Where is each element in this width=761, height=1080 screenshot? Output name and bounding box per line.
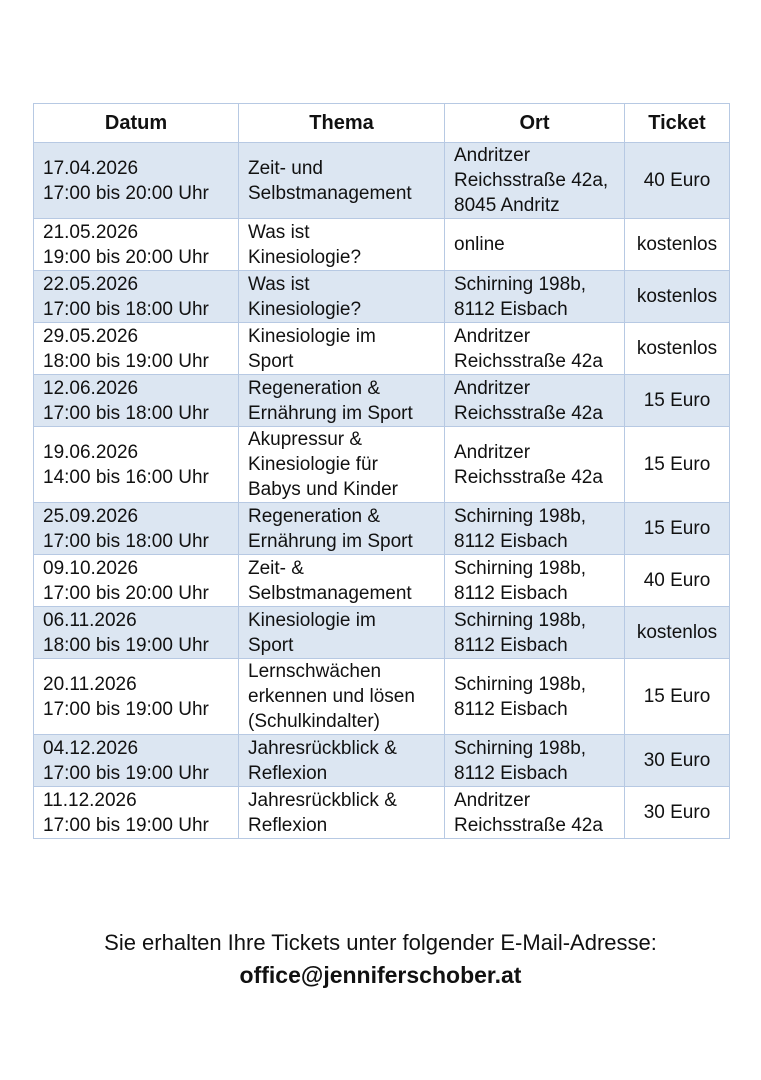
header-date: Datum — [34, 104, 239, 143]
place-cell — [445, 427, 625, 503]
topic-cell — [239, 323, 445, 375]
table-row — [34, 375, 730, 427]
date-cell-line: 25.09.2026 — [43, 505, 139, 527]
ticket-cell: kostenlos — [625, 607, 730, 659]
header-row — [34, 104, 730, 143]
date-cell-line: 04.12.2026 — [43, 737, 139, 759]
topic-cell-line: Ernährung im Sport — [248, 530, 413, 552]
place-cell-line: 8045 Andritz — [454, 195, 560, 216]
place-cell-line: Reichsstraße 42a, — [454, 170, 609, 191]
date-cell — [34, 503, 239, 555]
ticket-cell: 15 Euro — [625, 427, 730, 503]
ticket-cell: 15 Euro — [625, 659, 730, 735]
place-cell-line: online — [454, 234, 505, 255]
topic-cell-line: Akupressur & — [248, 429, 363, 450]
place-cell — [445, 659, 625, 735]
topic-cell-line: Jahresrückblick & — [248, 789, 397, 811]
topic-cell-line: Lernschwächen — [248, 661, 382, 682]
header-ticket: Ticket — [625, 104, 730, 143]
topic-cell-line: Babys und Kinder — [248, 479, 398, 500]
date-cell — [34, 271, 239, 323]
topic-cell — [239, 143, 445, 219]
table-row — [34, 219, 730, 271]
place-cell — [445, 503, 625, 555]
place-cell-line: Schirning 198b, — [454, 273, 587, 295]
table-row — [34, 555, 730, 607]
ticket-cell: 30 Euro — [625, 735, 730, 787]
topic-cell-line: erkennen und lösen — [248, 686, 415, 707]
place-cell-line: 8112 Eisbach — [454, 634, 568, 656]
topic-cell-line: Sport — [248, 350, 294, 372]
header-place: Ort — [445, 104, 625, 143]
place-cell-line: Reichsstraße 42a — [454, 402, 603, 424]
table-row — [34, 735, 730, 787]
place-cell-line: Schirning 198b, — [454, 505, 587, 527]
date-cell-line: 21.05.2026 — [43, 221, 139, 243]
date-cell-line: 29.05.2026 — [43, 325, 139, 347]
place-cell-line: Schirning 198b, — [454, 673, 587, 695]
place-cell — [445, 375, 625, 427]
schedule-body — [34, 143, 730, 839]
topic-cell-line: Regeneration & — [248, 377, 381, 399]
place-cell-line: Schirning 198b, — [454, 737, 587, 759]
date-cell — [34, 219, 239, 271]
topic-cell — [239, 219, 445, 271]
topic-cell — [239, 271, 445, 323]
topic-cell-line: (Schulkindalter) — [248, 711, 380, 732]
ticket-cell: kostenlos — [625, 271, 730, 323]
table-row — [34, 323, 730, 375]
place-cell — [445, 555, 625, 607]
topic-cell — [239, 427, 445, 503]
place-cell-line: 8112 Eisbach — [454, 530, 568, 552]
ticket-cell: 30 Euro — [625, 787, 730, 839]
place-cell-line: Andritzer — [454, 789, 531, 811]
place-cell-line: Andritzer — [454, 325, 531, 347]
date-cell-line: 06.11.2026 — [43, 609, 137, 631]
ticket-cell: 40 Euro — [625, 555, 730, 607]
date-cell-line: 17:00 bis 19:00 Uhr — [43, 762, 209, 784]
topic-cell-line: Zeit- und — [248, 157, 323, 179]
topic-cell-line: Zeit- & — [248, 557, 304, 579]
place-cell — [445, 323, 625, 375]
place-cell — [445, 271, 625, 323]
place-cell-line: Reichsstraße 42a — [454, 814, 603, 836]
date-cell-line: 19.06.2026 — [43, 441, 139, 463]
topic-cell-line: Kinesiologie? — [248, 246, 362, 268]
date-cell-line: 17.04.2026 — [43, 157, 139, 179]
date-cell-line: 18:00 bis 19:00 Uhr — [43, 350, 209, 372]
date-cell-line: 17:00 bis 19:00 Uhr — [43, 698, 209, 720]
place-cell-line: 8112 Eisbach — [454, 762, 568, 784]
ticket-cell: kostenlos — [625, 219, 730, 271]
table-row — [34, 787, 730, 839]
date-cell-line: 14:00 bis 16:00 Uhr — [43, 466, 209, 488]
date-cell — [34, 659, 239, 735]
date-cell — [34, 323, 239, 375]
topic-cell-line: Regeneration & — [248, 505, 381, 527]
place-cell-line: Andritzer — [454, 441, 531, 463]
topic-cell-line: Ernährung im Sport — [248, 402, 413, 424]
place-cell — [445, 219, 625, 271]
topic-cell — [239, 787, 445, 839]
ticket-cell: 15 Euro — [625, 503, 730, 555]
topic-cell-line: Kinesiologie im — [248, 325, 376, 347]
date-cell-line: 12.06.2026 — [43, 377, 139, 399]
topic-cell — [239, 555, 445, 607]
table-row — [34, 607, 730, 659]
date-cell-line: 17:00 bis 18:00 Uhr — [43, 298, 209, 320]
place-cell-line: Reichsstraße 42a — [454, 350, 603, 372]
topic-cell-line: Kinesiologie im — [248, 609, 376, 631]
topic-cell — [239, 659, 445, 735]
place-cell — [445, 787, 625, 839]
date-cell — [34, 143, 239, 219]
topic-cell — [239, 735, 445, 787]
date-cell-line: 17:00 bis 18:00 Uhr — [43, 402, 209, 424]
place-cell — [445, 607, 625, 659]
date-cell — [34, 735, 239, 787]
table-row — [34, 427, 730, 503]
date-cell-line: 22.05.2026 — [43, 273, 139, 295]
footer — [0, 926, 761, 992]
ticket-cell: 15 Euro — [625, 375, 730, 427]
date-cell-line: 17:00 bis 19:00 Uhr — [43, 814, 209, 836]
topic-cell-line: Was ist — [248, 273, 310, 295]
date-cell-line: 17:00 bis 20:00 Uhr — [43, 582, 209, 604]
header-topic: Thema — [239, 104, 445, 143]
topic-cell — [239, 503, 445, 555]
date-cell — [34, 375, 239, 427]
topic-cell — [239, 375, 445, 427]
place-cell-line: 8112 Eisbach — [454, 698, 568, 720]
topic-cell-line: Reflexion — [248, 762, 328, 784]
place-cell-line: Reichsstraße 42a — [454, 466, 603, 488]
contact-email[interactable]: office@jenniferschober.at — [239, 962, 522, 988]
date-cell — [34, 427, 239, 503]
place-cell-line: Andritzer — [454, 377, 531, 399]
topic-cell-line: Selbstmanagement — [248, 582, 412, 604]
date-cell-line: 20.11.2026 — [43, 673, 137, 695]
ticket-cell: kostenlos — [625, 323, 730, 375]
topic-cell-line: Was ist — [248, 221, 310, 243]
date-cell-line: 17:00 bis 20:00 Uhr — [43, 182, 209, 204]
place-cell — [445, 735, 625, 787]
place-cell-line: 8112 Eisbach — [454, 582, 568, 604]
table-row — [34, 659, 730, 735]
date-cell-line: 11.12.2026 — [43, 789, 137, 811]
topic-cell-line: Kinesiologie? — [248, 298, 362, 320]
topic-cell-line: Reflexion — [248, 814, 328, 836]
date-cell-line: 18:00 bis 19:00 Uhr — [43, 634, 209, 656]
place-cell-line: Andritzer — [454, 145, 531, 166]
topic-cell-line: Jahresrückblick & — [248, 737, 397, 759]
date-cell — [34, 787, 239, 839]
date-cell — [34, 555, 239, 607]
place-cell-line: Schirning 198b, — [454, 609, 587, 631]
schedule-table — [33, 103, 730, 839]
table-row — [34, 503, 730, 555]
date-cell-line: 19:00 bis 20:00 Uhr — [43, 246, 209, 268]
table-row — [34, 143, 730, 219]
topic-cell-line: Sport — [248, 634, 294, 656]
date-cell-line: 09.10.2026 — [43, 557, 139, 579]
table-row — [34, 271, 730, 323]
place-cell-line: 8112 Eisbach — [454, 298, 568, 320]
date-cell — [34, 607, 239, 659]
place-cell-line: Schirning 198b, — [454, 557, 587, 579]
topic-cell — [239, 607, 445, 659]
topic-cell-line: Kinesiologie für — [248, 454, 378, 475]
topic-cell-line: Selbstmanagement — [248, 182, 412, 204]
ticket-cell: 40 Euro — [625, 143, 730, 219]
date-cell-line: 17:00 bis 18:00 Uhr — [43, 530, 209, 552]
place-cell — [445, 143, 625, 219]
ticket-note: Sie erhalten Ihre Tickets unter folgender E-Mail-Adresse: — [104, 930, 657, 955]
